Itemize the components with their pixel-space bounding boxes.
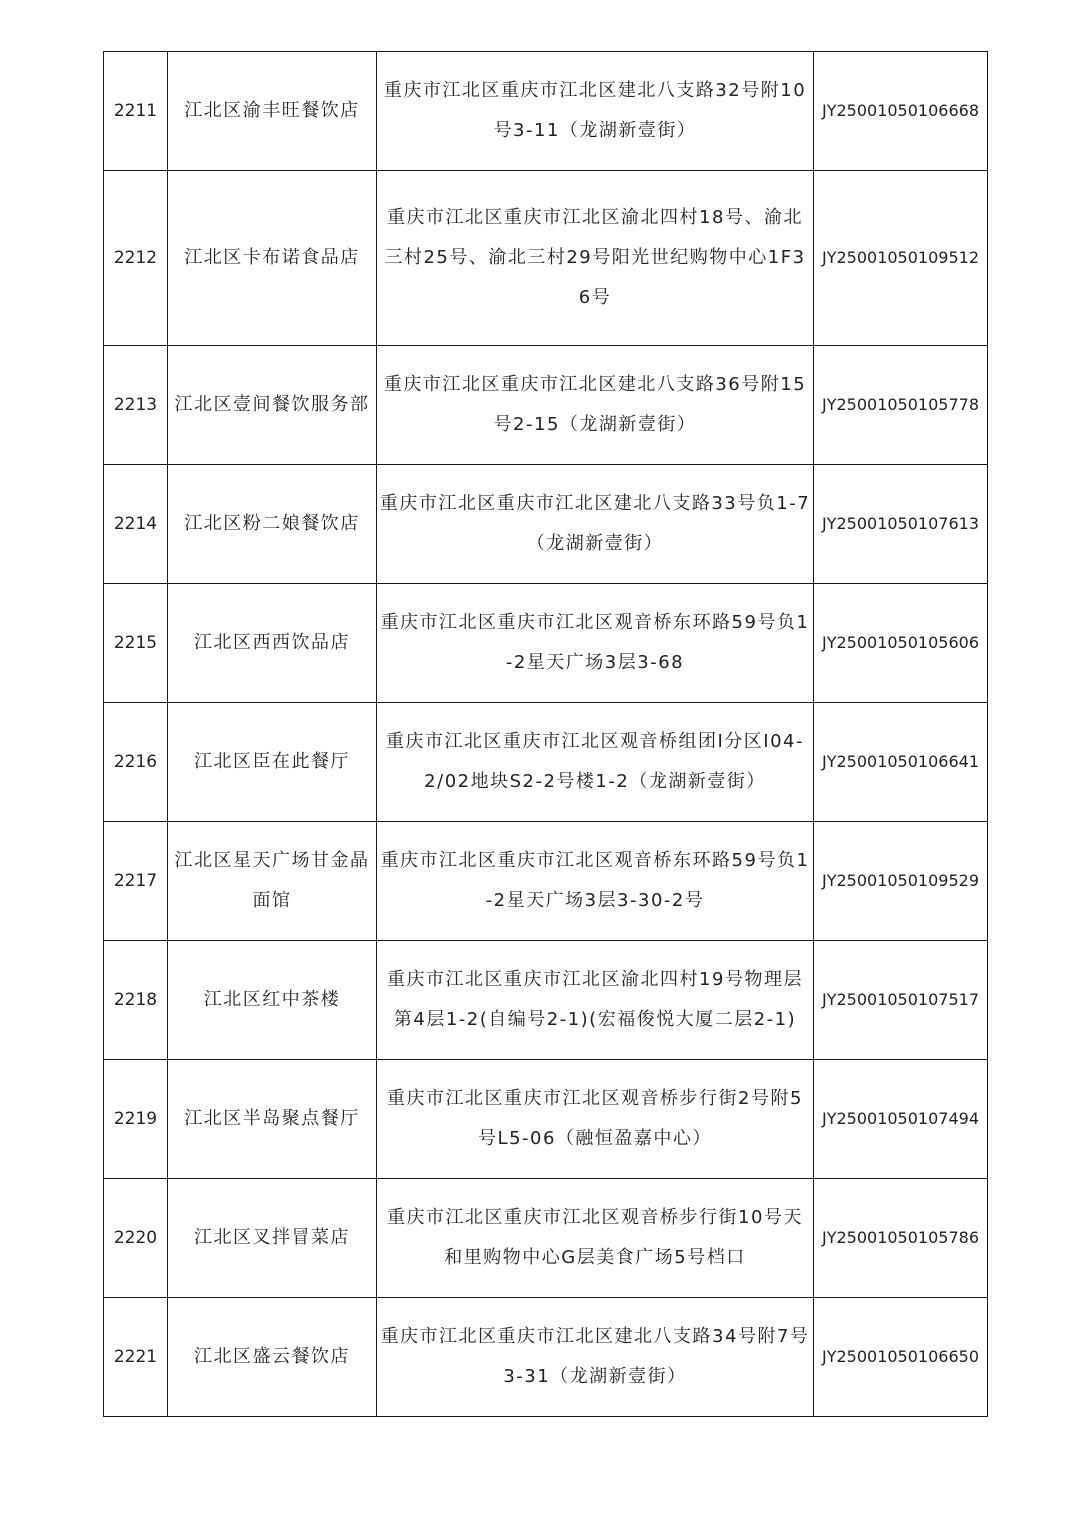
permit-number-cell: JY25001050105786 [814,1179,988,1298]
row-number-cell: 2214 [104,465,168,584]
permit-number-cell: JY25001050106668 [814,52,988,171]
table-row [104,822,988,941]
business-name-cell: 江北区盛云餐饮店 [168,1298,377,1417]
business-name-cell: 江北区壹间餐饮服务部 [168,346,377,465]
permit-number-cell: JY25001050105778 [814,346,988,465]
business-name-cell: 江北区卡布诺食品店 [168,171,377,346]
row-number-cell: 2216 [104,703,168,822]
row-number-cell: 2217 [104,822,168,941]
address-cell: 重庆市江北区重庆市江北区观音桥东环路59号负1-2星天广场3层3-30-2号 [377,822,814,941]
address-cell: 重庆市江北区重庆市江北区观音桥组团I分区I04-2/02地块S2-2号楼1-2（龙湖新壹街） [377,703,814,822]
address-cell: 重庆市江北区重庆市江北区渝北四村18号、渝北三村25号、渝北三村29号阳光世纪购物中心1F36号 [377,171,814,346]
permit-number-cell: JY25001050107613 [814,465,988,584]
records-table [103,51,988,1417]
row-number-cell: 2211 [104,52,168,171]
table-row [104,52,988,171]
address-cell: 重庆市江北区重庆市江北区观音桥步行街2号附5号L5-06（融恒盈嘉中心） [377,1060,814,1179]
row-number-cell: 2219 [104,1060,168,1179]
table-row [104,346,988,465]
table-row [104,703,988,822]
business-name-cell: 江北区渝丰旺餐饮店 [168,52,377,171]
row-number-cell: 2213 [104,346,168,465]
permit-number-cell: JY25001050107494 [814,1060,988,1179]
address-cell: 重庆市江北区重庆市江北区观音桥步行街10号天和里购物中心G层美食广场5号档口 [377,1179,814,1298]
permit-number-cell: JY25001050106650 [814,1298,988,1417]
permit-number-cell: JY25001050105606 [814,584,988,703]
business-name-cell: 江北区星天广场甘金晶面馆 [168,822,377,941]
row-number-cell: 2212 [104,171,168,346]
business-name-cell: 江北区叉拌冒菜店 [168,1179,377,1298]
table-row [104,1179,988,1298]
address-cell: 重庆市江北区重庆市江北区观音桥东环路59号负1-2星天广场3层3-68 [377,584,814,703]
table-row [104,941,988,1060]
table-row [104,1060,988,1179]
business-name-cell: 江北区红中茶楼 [168,941,377,1060]
address-cell: 重庆市江北区重庆市江北区建北八支路34号附7号3-31（龙湖新壹街） [377,1298,814,1417]
business-name-cell: 江北区粉二娘餐饮店 [168,465,377,584]
table-row [104,1298,988,1417]
table-row [104,465,988,584]
address-cell: 重庆市江北区重庆市江北区建北八支路32号附10号3-11（龙湖新壹街） [377,52,814,171]
table-row [104,171,988,346]
business-name-cell: 江北区臣在此餐厅 [168,703,377,822]
permit-number-cell: JY25001050109529 [814,822,988,941]
business-name-cell: 江北区半岛聚点餐厅 [168,1060,377,1179]
row-number-cell: 2221 [104,1298,168,1417]
address-cell: 重庆市江北区重庆市江北区渝北四村19号物理层第4层1-2(自编号2-1)(宏福俊悦大厦二层2-1) [377,941,814,1060]
permit-number-cell: JY25001050106641 [814,703,988,822]
address-cell: 重庆市江北区重庆市江北区建北八支路33号负1-7（龙湖新壹街） [377,465,814,584]
row-number-cell: 2215 [104,584,168,703]
table-row [104,584,988,703]
row-number-cell: 2220 [104,1179,168,1298]
business-name-cell: 江北区西西饮品店 [168,584,377,703]
permit-number-cell: JY25001050107517 [814,941,988,1060]
permit-number-cell: JY25001050109512 [814,171,988,346]
row-number-cell: 2218 [104,941,168,1060]
address-cell: 重庆市江北区重庆市江北区建北八支路36号附15号2-15（龙湖新壹街） [377,346,814,465]
